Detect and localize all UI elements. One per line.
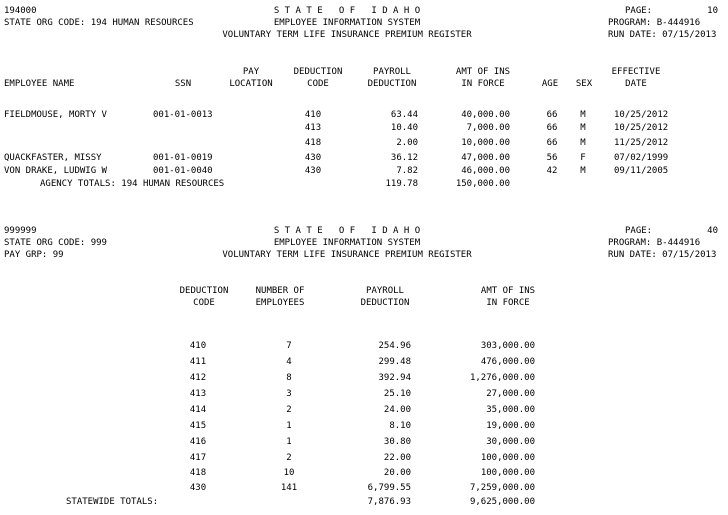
sex: M <box>580 123 586 133</box>
header-employees: EMPLOYEES <box>255 298 305 308</box>
deduction-code: 415 <box>189 421 207 431</box>
amount-in-force: 27,000.00 <box>486 389 535 399</box>
amount-in-force: 7,000.00 <box>466 123 510 133</box>
payroll-deduction: 63.44 <box>390 110 418 120</box>
effective-date: 11/25/2012 <box>614 138 669 148</box>
effective-date: 10/25/2012 <box>614 123 669 133</box>
header-ssn: SSN <box>174 79 192 89</box>
payroll-deduction: 36.12 <box>390 153 418 163</box>
amount-in-force: 46,000.00 <box>461 166 510 176</box>
header-payroll-deduction: DEDUCTION <box>360 298 410 308</box>
payroll-deduction: 10.40 <box>390 123 418 133</box>
register-name: VOLUNTARY TERM LIFE INSURANCE PREMIUM REGISTER <box>222 250 472 260</box>
age: 42 <box>546 166 558 176</box>
payroll-deduction: 6,799.55 <box>367 483 411 493</box>
report-title: S T A T E O F I D A H O <box>273 226 421 236</box>
employee-name: FIELDMOUSE, MORTY V <box>4 110 107 120</box>
header-payroll: PAYROLL <box>366 286 404 296</box>
employee-count: 2 <box>286 453 292 463</box>
report-title: S T A T E O F I D A H O <box>273 6 421 16</box>
deduction-code: 430 <box>304 153 322 163</box>
register-name: VOLUNTARY TERM LIFE INSURANCE PREMIUM REGISTER <box>222 30 472 40</box>
ssn: 001-01-0019 <box>153 153 213 163</box>
deduction-code: 410 <box>189 341 207 351</box>
system-name: EMPLOYEE INFORMATION SYSTEM <box>273 18 421 28</box>
header-code: CODE <box>307 79 329 89</box>
amount-in-force: 303,000.00 <box>480 341 535 351</box>
sex: M <box>580 166 586 176</box>
deduction-code: 413 <box>189 389 207 399</box>
agency-totals-amount: 150,000.00 <box>455 179 510 189</box>
age: 66 <box>546 123 558 133</box>
employee-count: 3 <box>286 389 292 399</box>
header-payroll-deduction: DEDUCTION <box>367 79 417 89</box>
effective-date: 07/02/1999 <box>614 153 669 163</box>
header-location: LOCATION <box>229 79 273 89</box>
amount-in-force: 100,000.00 <box>480 453 535 463</box>
agency-totals-payroll: 119.78 <box>385 179 418 189</box>
employee-name: QUACKFASTER, MISSY <box>4 153 102 163</box>
page-number: 40 <box>707 226 718 236</box>
effective-date: 09/11/2005 <box>614 166 669 176</box>
statewide-totals-amount: 9,625,000.00 <box>469 497 535 507</box>
page-label: PAGE: <box>625 6 653 16</box>
header-in-force: IN FORCE <box>461 79 505 89</box>
deduction-code: 410 <box>304 110 322 120</box>
deduction-code: 430 <box>304 166 322 176</box>
amount-in-force: 1,276,000.00 <box>469 373 535 383</box>
header-effective: EFFECTIVE <box>611 67 661 77</box>
header-age: AGE <box>541 79 559 89</box>
amount-in-force: 40,000.00 <box>461 110 510 120</box>
amount-in-force: 10,000.00 <box>461 138 510 148</box>
employee-count: 10 <box>283 468 295 478</box>
sex: M <box>580 138 586 148</box>
statewide-totals-payroll: 7,876.93 <box>367 497 411 507</box>
payroll-deduction: 299.48 <box>378 357 411 367</box>
effective-date: 10/25/2012 <box>614 110 669 120</box>
deduction-code: 418 <box>189 468 207 478</box>
deduction-code: 430 <box>189 483 207 493</box>
deduction-code: 413 <box>304 123 322 133</box>
header-date: DATE <box>625 79 647 89</box>
employee-count: 141 <box>280 483 298 493</box>
payroll-deduction: 254.96 <box>378 341 411 351</box>
age: 66 <box>546 110 558 120</box>
header-amt: AMT OF INS <box>455 67 511 77</box>
header-sex: SEX <box>575 79 593 89</box>
run-date: RUN DATE: 07/15/2013 <box>608 30 717 40</box>
header-pay: PAY <box>242 67 260 77</box>
amount-in-force: 100,000.00 <box>480 468 535 478</box>
deduction-code: 411 <box>189 357 207 367</box>
payroll-deduction: 8.10 <box>389 421 411 431</box>
employee-count: 1 <box>286 437 292 447</box>
payroll-deduction: 22.00 <box>383 453 411 463</box>
sex: F <box>580 153 586 163</box>
header-amt: AMT OF INS <box>480 286 536 296</box>
header-deduction: DEDUCTION <box>293 67 343 77</box>
header-payroll: PAYROLL <box>373 67 411 77</box>
age: 56 <box>546 153 558 163</box>
header-deduction: DEDUCTION <box>179 286 229 296</box>
amount-in-force: 7,259,000.00 <box>469 483 535 493</box>
header-code: CODE <box>193 298 215 308</box>
header-employee-name: EMPLOYEE NAME <box>4 79 75 89</box>
state-org-code: STATE ORG CODE: 194 HUMAN RESOURCES <box>4 18 194 28</box>
deduction-code: 418 <box>304 138 322 148</box>
program-id: PROGRAM: B-444916 <box>608 18 701 28</box>
report-code: 194000 <box>4 6 37 16</box>
deduction-code: 416 <box>189 437 207 447</box>
age: 66 <box>546 138 558 148</box>
statewide-totals-label: STATEWIDE TOTALS: <box>66 497 159 507</box>
header-in-force: IN FORCE <box>486 298 530 308</box>
state-org-code: STATE ORG CODE: 999 <box>4 238 107 248</box>
employee-count: 8 <box>286 373 292 383</box>
amount-in-force: 19,000.00 <box>486 421 535 431</box>
header-number-of: NUMBER OF <box>255 286 305 296</box>
employee-count: 1 <box>286 421 292 431</box>
employee-count: 7 <box>286 341 292 351</box>
payroll-deduction: 30.80 <box>383 437 411 447</box>
deduction-code: 414 <box>189 405 207 415</box>
amount-in-force: 476,000.00 <box>480 357 535 367</box>
payroll-deduction: 20.00 <box>383 468 411 478</box>
payroll-deduction: 24.00 <box>383 405 411 415</box>
employee-count: 2 <box>286 405 292 415</box>
payroll-deduction: 7.82 <box>396 166 418 176</box>
ssn: 001-01-0040 <box>153 166 213 176</box>
sex: M <box>580 110 586 120</box>
agency-totals-label: AGENCY TOTALS: 194 HUMAN RESOURCES <box>40 179 225 189</box>
page-label: PAGE: <box>625 226 653 236</box>
amount-in-force: 47,000.00 <box>461 153 510 163</box>
run-date: RUN DATE: 07/15/2013 <box>608 250 717 260</box>
payroll-deduction: 25.10 <box>383 389 411 399</box>
deduction-code: 412 <box>189 373 207 383</box>
program-id: PROGRAM: B-444916 <box>608 238 701 248</box>
amount-in-force: 35,000.00 <box>486 405 535 415</box>
ssn: 001-01-0013 <box>153 110 213 120</box>
system-name: EMPLOYEE INFORMATION SYSTEM <box>273 238 421 248</box>
payroll-deduction: 2.00 <box>396 138 418 148</box>
page-number: 10 <box>707 6 718 16</box>
pay-group: PAY GRP: 99 <box>4 250 64 260</box>
payroll-deduction: 392.94 <box>378 373 411 383</box>
deduction-code: 417 <box>189 453 207 463</box>
amount-in-force: 30,000.00 <box>486 437 535 447</box>
employee-name: VON DRAKE, LUDWIG W <box>4 166 107 176</box>
report-code: 999999 <box>4 226 37 236</box>
employee-count: 4 <box>286 357 292 367</box>
